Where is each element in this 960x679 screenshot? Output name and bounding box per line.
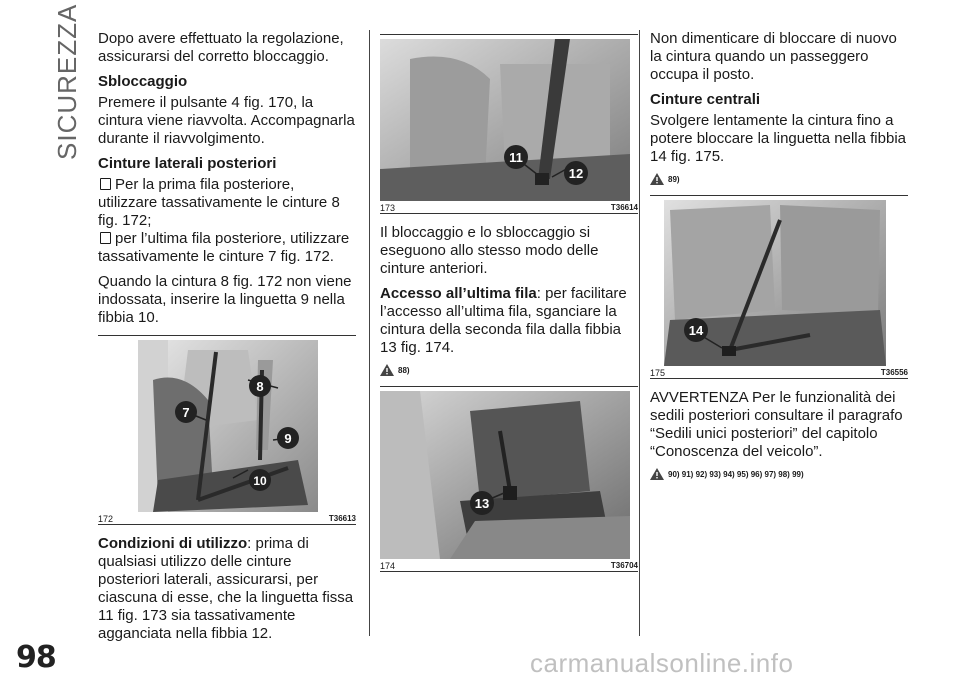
- bullet-icon: [100, 232, 111, 244]
- paragraph: Non dimenticare di bloccare di nuovo la cintura quando un passeggero occupa il posto.: [650, 30, 897, 83]
- warning-triangle-icon: [650, 173, 664, 185]
- callout-label: 13: [474, 496, 490, 511]
- heading-cinture-laterali: Cinture laterali posteriori: [98, 155, 277, 172]
- warning-reference: 89): [650, 173, 908, 185]
- figure-caption: 174 T36704: [380, 561, 638, 571]
- warning-triangle-icon: [650, 468, 664, 480]
- callout-label: 14: [688, 323, 704, 338]
- seat-belt-photo: [650, 200, 900, 366]
- seat-belt-photo: [98, 340, 356, 512]
- column-3: [650, 30, 908, 490]
- figure-caption: 173 T36614: [380, 203, 638, 213]
- paragraph: Accesso all’ultima fila: per facilitare l’accesso all’ultima fila, sganciare la cintura della seconda fila dalla fibbia 13 fig. 174.: [380, 285, 627, 356]
- callout-label: 9: [284, 431, 292, 446]
- seat-belt-photo: [380, 39, 630, 201]
- paragraph: Premere il pulsante 4 fig. 170, la cintura viene riavvolta. Accompagnarla durante il riavvolgimento.: [98, 94, 355, 147]
- heading-sbloccaggio: Sbloccaggio: [98, 73, 188, 90]
- warning-triangle-icon: [380, 364, 394, 376]
- column-1: [98, 30, 356, 650]
- figure-173: [380, 34, 638, 214]
- heading-cinture-centrali: Cinture centrali: [650, 91, 761, 108]
- callout-label: 8: [256, 379, 264, 394]
- paragraph: Condizioni di utilizzo: prima di qualsiasi utilizzo delle cinture posteriori laterali, assicurarsi, per ciascuna di esse, che la linguetta fissa 11 fig. 173 sia tassativamente agganciata nella fibbia 12.: [98, 535, 354, 642]
- warning-reference: 90) 91) 92) 93) 94) 95) 96) 97) 98) 99): [650, 468, 908, 480]
- column-divider: [639, 30, 640, 636]
- column-divider: [369, 30, 370, 636]
- paragraph: Svolgere lentamente la cintura fino a potere bloccare la linguetta nella fibbia 14 fig. 175.: [650, 112, 907, 165]
- figure-175: [650, 195, 908, 379]
- bullet-icon: [100, 178, 111, 190]
- section-title-vertical: SICUREZZA: [52, 3, 82, 160]
- column-2: [380, 30, 638, 578]
- page-number: 98: [16, 640, 56, 675]
- paragraph: Il bloccaggio e lo sbloccaggio si eseguono allo stesso modo delle cinture anteriori.: [380, 224, 599, 277]
- seat-belt-photo: [380, 391, 630, 559]
- figure-caption: 175 T36556: [650, 368, 908, 378]
- figure-174: [380, 386, 638, 572]
- paragraph: AVVERTENZA Per le funzionalità dei sedili posteriori consultare il paragrafo “Sedili unici posteriori” del capitolo “Conoscenza del veicolo”.: [650, 389, 903, 460]
- paragraph: Quando la cintura 8 fig. 172 non viene indossata, inserire la linguetta 9 nella fibbia 10.: [98, 273, 352, 326]
- callout-label: 11: [509, 150, 523, 165]
- warning-reference: 88): [380, 364, 638, 376]
- figure-172: [98, 335, 356, 525]
- callout-label: 7: [182, 405, 190, 420]
- watermark: carmanualsonline.info: [530, 648, 794, 678]
- list-item: Per la prima fila posteriore, utilizzare tassativamente le cinture 8 fig. 172;: [98, 176, 340, 229]
- figure-caption: 172 T36613: [98, 514, 356, 524]
- list-item: per l’ultima fila posteriore, utilizzare tassativamente le cinture 7 fig. 172.: [98, 230, 350, 265]
- paragraph: Dopo avere effettuato la regolazione, assicurarsi del corretto bloccaggio.: [98, 30, 344, 65]
- callout-label: 12: [568, 166, 584, 181]
- callout-label: 10: [253, 474, 267, 488]
